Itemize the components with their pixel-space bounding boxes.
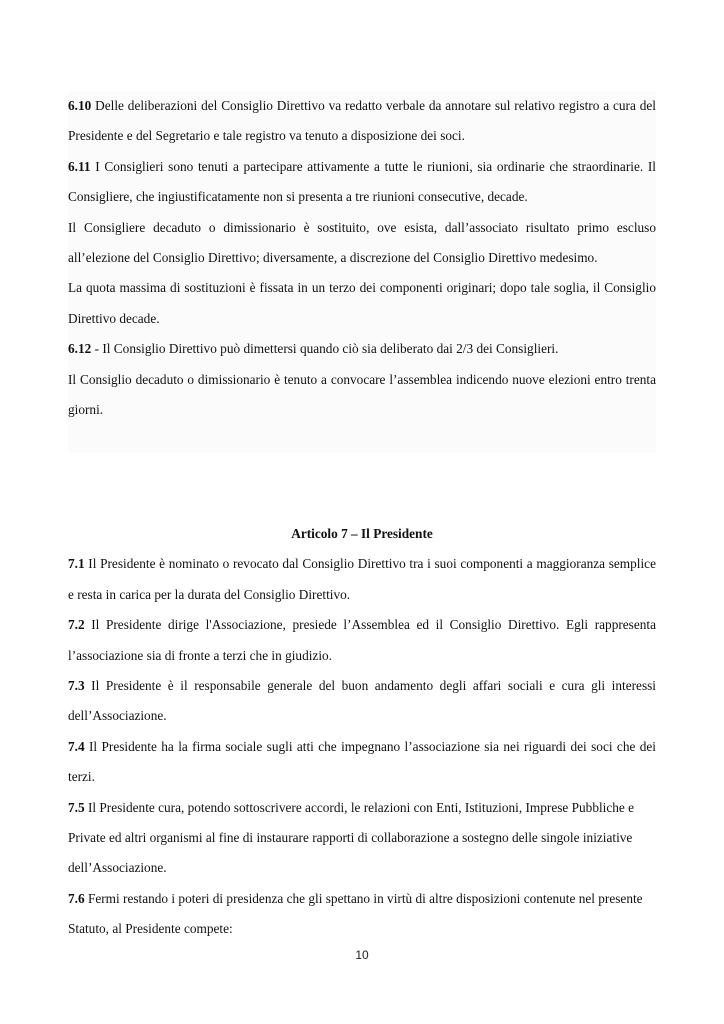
paragraph-replacement xyxy=(68,213,656,274)
clause-text: Fermi restando i poteri di presidenza che gli spettano in virtù di altre disposizioni contenute nel presente Statuto, al Presidente compete: xyxy=(68,890,643,937)
paragraph-7-6 xyxy=(68,884,656,945)
clause-text: Il Consiglio decaduto o dimissionario è tenuto a convocare l’assemblea indicendo nuove elezioni entro trenta giorni. xyxy=(68,371,656,418)
paragraph-7-2 xyxy=(68,610,656,671)
clause-text: La quota massima di sostituzioni è fissata in un terzo dei componenti originari; dopo tale soglia, il Consiglio Direttivo decade. xyxy=(68,280,656,326)
paragraph-substitution-quota xyxy=(68,273,656,334)
clause-text: Il Presidente ha la firma sociale sugli atti che impegnano l’associazione sia nei riguardi dei soci che dei terzi. xyxy=(68,738,656,785)
paragraph-7-5 xyxy=(68,793,656,884)
article-7-heading: Articolo 7 – Il Presidente xyxy=(291,526,433,541)
paragraph-7-1 xyxy=(68,549,656,610)
paragraph-new-elections xyxy=(68,365,656,426)
clause-number: 7.5 xyxy=(68,799,85,815)
page-number: 10 xyxy=(355,948,369,962)
article-6-section xyxy=(68,91,656,453)
clause-number: 7.3 xyxy=(68,678,85,694)
clause-number: 7.1 xyxy=(68,556,85,572)
clause-text: Il Consigliere decaduto o dimissionario è sostituito, ove esista, dall’associato risultato primo escluso all’elezione del Consiglio Direttivo; diversamente, a discrezione del Consiglio Direttivo medesimo. xyxy=(68,219,656,266)
clause-text: Delle deliberazioni del Consiglio Direttivo va redatto verbale da annotare sul relativo registro a cura del Presidente e del Segretario e tale registro va tenuto a disposizione dei soci. xyxy=(68,98,656,144)
clause-number: 6.10 xyxy=(68,98,92,113)
paragraph-7-4 xyxy=(68,732,656,793)
clause-text: Il Presidente è il responsabile generale del buon andamento degli affari sociali e cura gli interessi dell’Associazione. xyxy=(68,678,656,724)
paragraph-6-11 xyxy=(68,152,656,213)
clause-text: Il Presidente cura, potendo sottoscrivere accordi, le relazioni con Enti, Istituzioni, Imprese Pubbliche e Private ed altri organismi al fine di instaurare rapporti di collaborazione a sostegno delle singole iniziative dell’Associazione. xyxy=(68,799,635,876)
clause-number: 7.4 xyxy=(68,738,85,754)
clause-text: Il Presidente dirige l'Associazione, presiede l’Assemblea ed il Consiglio Direttivo. Egli rappresenta l’associazione sia di fronte a terzi che in giudizio. xyxy=(68,617,656,663)
clause-number: 6.11 xyxy=(68,158,91,174)
clause-text: - Il Consiglio Direttivo può dimettersi quando ciò sia deliberato dai 2/3 dei Consiglieri. xyxy=(91,341,559,357)
clause-number: 7.2 xyxy=(68,617,85,633)
clause-number: 6.12 xyxy=(68,341,92,357)
article-7-section xyxy=(68,519,656,945)
clause-number: 7.6 xyxy=(68,890,85,906)
paragraph-6-10 xyxy=(68,91,656,152)
paragraph-7-3 xyxy=(68,671,656,732)
clause-text: I Consiglieri sono tenuti a partecipare attivamente a tutte le riunioni, sia ordinarie che straordinarie. Il Consigliere, che ingiustificatamente non si presenta a tre riunioni consecutive, decade. xyxy=(68,158,656,205)
paragraph-6-12 xyxy=(68,334,656,364)
clause-text: Il Presidente è nominato o revocato dal Consiglio Direttivo tra i suoi componenti a maggioranza semplice e resta in carica per la durata del Consiglio Direttivo. xyxy=(68,556,656,602)
